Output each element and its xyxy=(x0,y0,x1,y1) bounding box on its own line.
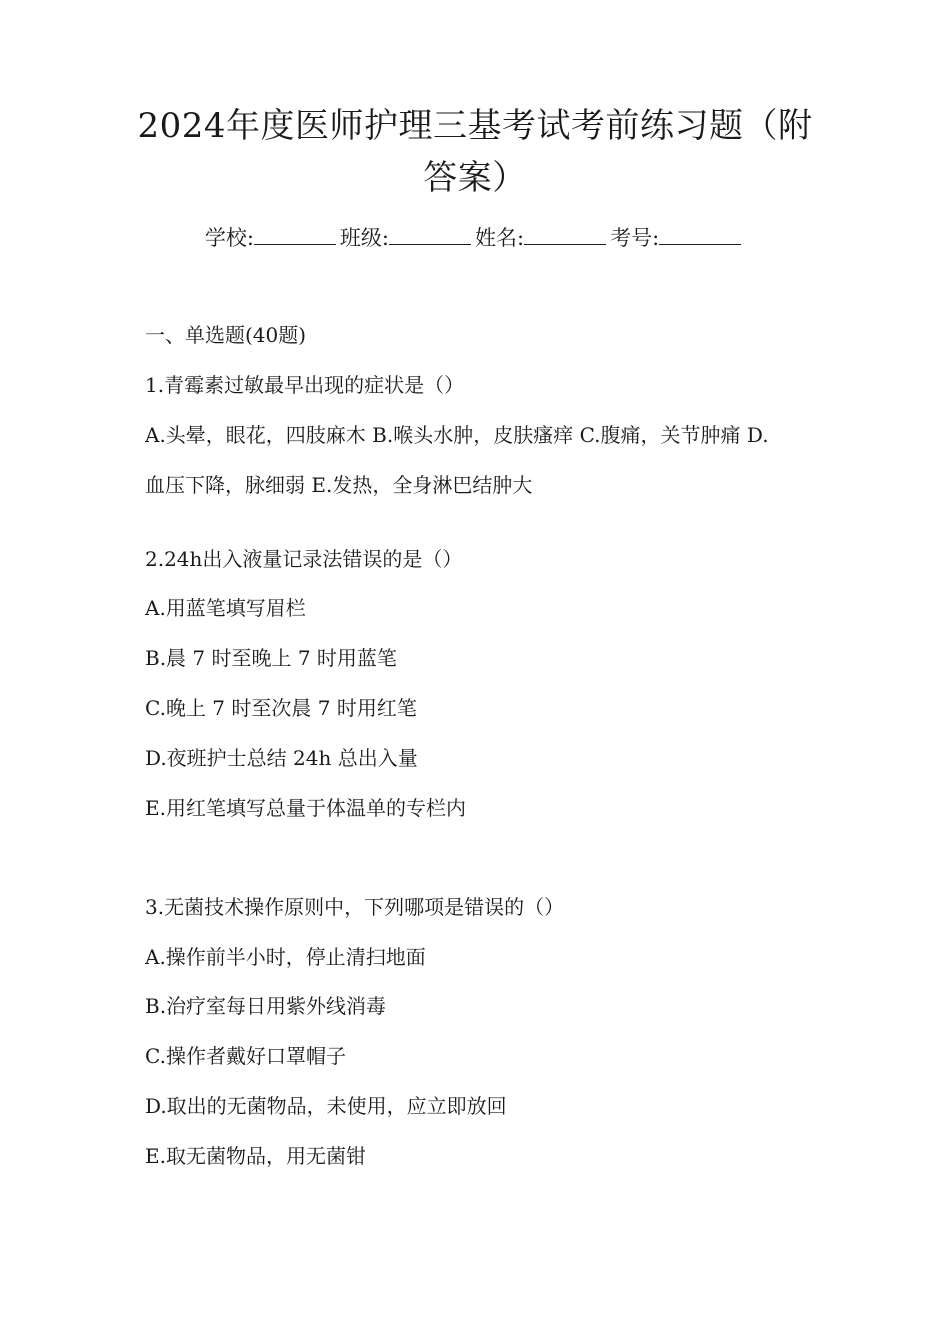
school-blank xyxy=(254,222,336,245)
question-2-option-e: E.用红笔填写总量于体温单的专栏内 xyxy=(145,796,466,820)
question-2-option-c: C.晚上 7 时至次晨 7 时用红笔 xyxy=(145,696,417,720)
question-3-option-c: C.操作者戴好口罩帽子 xyxy=(145,1044,346,1068)
question-2-option-b: B.晨 7 时至晚上 7 时用蓝笔 xyxy=(145,646,397,670)
exam-number-label: 考号: xyxy=(610,226,660,250)
name-blank xyxy=(524,222,606,245)
question-3-stem: 3.无菌技术操作原则中，下列哪项是错误的（） xyxy=(145,895,565,919)
exam-number-field xyxy=(610,222,745,253)
question-2-option-d: D.夜班护士总结 24h 总出入量 xyxy=(145,746,418,770)
question-2-stem: 2.24h出入液量记录法错误的是（） xyxy=(145,547,463,571)
question-1-stem: 1.青霉素过敏最早出现的症状是（） xyxy=(145,373,465,397)
question-3-option-e: E.取无菌物品，用无菌钳 xyxy=(145,1144,366,1168)
student-info-row xyxy=(0,222,950,253)
class-blank xyxy=(389,222,471,245)
class-label: 班级: xyxy=(339,226,389,250)
class-field xyxy=(340,222,475,253)
question-1-options-line1: A.头晕，眼花，四肢麻木 B.喉头水肿，皮肤瘙痒 C.腹痛，关节肿痛 D. xyxy=(145,423,769,447)
school-label: 学校: xyxy=(204,226,254,250)
document-title-line2: 答案） xyxy=(423,158,527,198)
document-title-line1: 2024年度医师护理三基考试考前练习题（附 xyxy=(137,106,813,146)
name-label: 姓名: xyxy=(475,226,525,250)
question-1-options-line2: 血压下降，脉细弱 E.发热，全身淋巴结肿大 xyxy=(145,473,533,497)
question-3-option-d: D.取出的无菌物品，未使用，应立即放回 xyxy=(145,1094,507,1118)
exam-number-blank xyxy=(659,222,741,245)
school-field xyxy=(205,222,340,253)
question-3-option-b: B.治疗室每日用紫外线消毒 xyxy=(145,994,387,1018)
question-3-option-a: A.操作前半小时，停止清扫地面 xyxy=(145,945,426,969)
name-field xyxy=(475,222,610,253)
section-heading: 一、单选题(40题) xyxy=(145,323,307,347)
question-2-option-a: A.用蓝笔填写眉栏 xyxy=(145,596,306,620)
